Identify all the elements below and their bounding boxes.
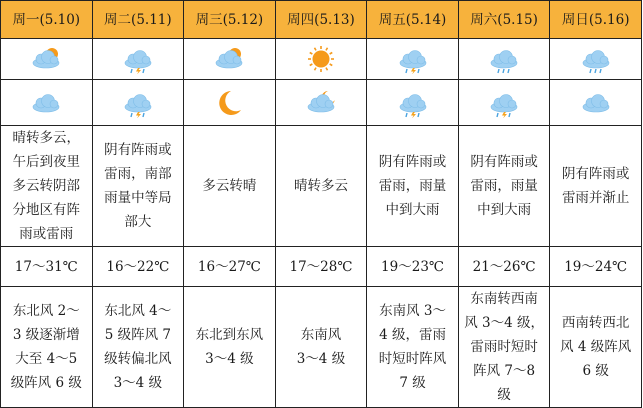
thunder-rain-icon: [395, 88, 431, 118]
description-text: 阴有阵雨或 雷雨，南部 雨量中等局 部大: [104, 142, 172, 230]
day-weather-cell: [550, 39, 642, 80]
sun-icon: [303, 44, 339, 74]
cloud-icon: [28, 88, 64, 118]
temperature-range: 17～28℃: [275, 247, 367, 287]
partly-cloudy-sun-icon: [28, 44, 64, 74]
day-label: 周四(5.13): [275, 1, 367, 39]
description-text: 多云转晴: [202, 178, 257, 194]
wind-info: [550, 287, 642, 408]
wind-text: 东南转西南 风 3～4 级， 雷雨时短时 阵风 7～8 级: [464, 291, 544, 403]
weather-description: [275, 126, 367, 247]
description-text: 阴有阵雨或 雷雨，雨量 中到大雨: [378, 154, 447, 218]
night-weather-cell: [275, 80, 367, 126]
description-row: [1, 126, 642, 247]
temperature-range: 21～26℃: [458, 247, 550, 287]
wind-text: 东南风 3～4 级: [296, 327, 346, 367]
partly-cloudy-sun-icon: [211, 44, 247, 74]
temperature-range: 17～31℃: [1, 247, 93, 287]
wind-text: 东北到东风 3～4 级: [195, 327, 264, 367]
day-label: 周六(5.15): [458, 1, 550, 39]
weather-description: [550, 126, 642, 247]
weather-description: [92, 126, 184, 247]
thunder-rain-icon: [120, 44, 156, 74]
weather-description: [1, 126, 93, 247]
wind-row: [1, 287, 642, 408]
night-weather-cell: [458, 80, 550, 126]
rain-icon: [578, 44, 614, 74]
thunder-rain-icon: [395, 44, 431, 74]
weather-description: [458, 126, 550, 247]
wind-text: 东北风 2～ 3 级逐渐增 大至 4～5 级阵风 6 级: [10, 303, 82, 391]
day-label: 周日(5.16): [550, 1, 642, 39]
thunder-rain-icon: [120, 88, 156, 118]
weather-description: [184, 126, 276, 247]
description-text: 晴转多云: [293, 178, 348, 194]
wind-info: [458, 287, 550, 408]
description-text: 阴有阵雨或 雷雨，雨量 中到大雨: [470, 154, 538, 218]
wind-info: [184, 287, 276, 408]
night-weather-cell: [1, 80, 93, 126]
partly-cloudy-moon-icon: [303, 88, 339, 118]
temperature-row: [1, 247, 642, 287]
wind-info: [92, 287, 184, 408]
wind-text: 东北风 4～ 5 级阵风 7 级转偏北风 3～4 级: [104, 303, 172, 391]
day-label: 周一(5.10): [1, 1, 93, 39]
day-label: 周三(5.12): [184, 1, 276, 39]
night-weather-cell: [92, 80, 184, 126]
description-text: 晴转多云， 午后到夜里 多云转阴部 分地区有阵 雨或雷雨: [12, 130, 81, 242]
day-weather-cell: [92, 39, 184, 80]
temperature-range: 19～23℃: [367, 247, 459, 287]
night-weather-cell: [184, 80, 276, 126]
temperature-range: 16～27℃: [184, 247, 276, 287]
night-weather-cell: [367, 80, 459, 126]
day-header-row: [1, 1, 642, 39]
day-weather-cell: [275, 39, 367, 80]
moon-icon: [211, 88, 247, 118]
weather-description: [367, 126, 459, 247]
night-icon-row: [1, 80, 642, 126]
description-text: 阴有阵雨或 雷雨并渐止: [561, 166, 630, 206]
day-icon-row: [1, 39, 642, 80]
rain-icon: [486, 44, 522, 74]
wind-info: [367, 287, 459, 408]
day-label: 周二(5.11): [92, 1, 184, 39]
day-weather-cell: [1, 39, 93, 80]
day-label: 周五(5.14): [367, 1, 459, 39]
temperature-range: 16～22℃: [92, 247, 184, 287]
wind-text: 东南风 3～ 4 级，雷雨 时短时阵风 7 级: [378, 303, 447, 391]
night-weather-cell: [550, 80, 642, 126]
day-weather-cell: [367, 39, 459, 80]
day-weather-cell: [184, 39, 276, 80]
wind-info: [1, 287, 93, 408]
day-weather-cell: [458, 39, 550, 80]
wind-text: 西南转西北 风 4 级阵风 6 级: [560, 315, 632, 379]
temperature-range: 19～24℃: [550, 247, 642, 287]
thunder-rain-icon: [486, 88, 522, 118]
cloud-icon: [578, 88, 614, 118]
wind-info: [275, 287, 367, 408]
